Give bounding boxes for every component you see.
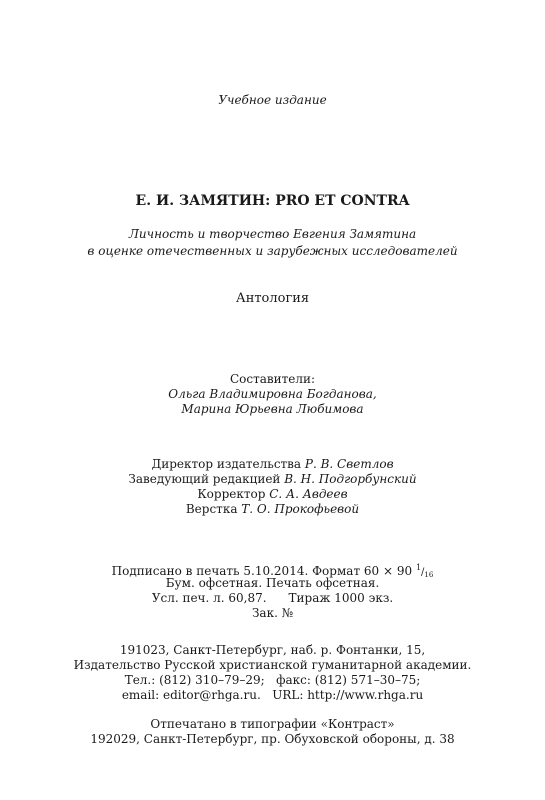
- layout-name: Т. О. Прокофьевой: [241, 502, 360, 516]
- director-role: Директор издательства: [151, 457, 305, 471]
- proof-role: Корректор: [197, 487, 270, 501]
- format-numerator: 1: [415, 563, 422, 572]
- book-genre: Антология: [235, 291, 310, 306]
- compiler-name-2: Марина Юрьевна Любимова: [181, 402, 364, 416]
- book-title: Е. И. ЗАМЯТИН: PRO ET CONTRA: [135, 193, 410, 209]
- book-subtitle-line2: в оценке отечественных и зарубежных исследователей: [87, 244, 458, 258]
- proof-name: С. А. Авдеев: [269, 487, 348, 501]
- print-order: Зак. №: [251, 606, 294, 620]
- staff-director: [0, 457, 545, 472]
- publisher-name: Издательство Русской христианской гуманитарной академии.: [73, 658, 472, 672]
- staff-editorial: [0, 472, 545, 487]
- print-signed: Подписано в печать 5.10.2014. Формат 60 × 90 $^1/_{16}$: [111, 563, 434, 579]
- layout-role: Верстка: [185, 502, 242, 516]
- signed-text: Подписано в печать 5.10.2014. Формат 60 × 90: [111, 564, 416, 578]
- book-subtitle-line1: Личность и творчество Евгения Замятина: [128, 227, 417, 241]
- print-run: Тираж 1000 экз.: [288, 591, 394, 605]
- compiler-name-1: Ольга Владимировна Богданова,: [168, 387, 377, 401]
- publisher-address: 191023, Санкт-Петербург, наб. р. Фонтанки, 15,: [119, 643, 426, 657]
- printer-line2: 192029, Санкт-Петербург, пр. Обуховской обороны, д. 38: [90, 732, 455, 746]
- edition-type: Учебное издание: [218, 93, 327, 107]
- director-name: Р. В. Светлов: [304, 457, 394, 471]
- print-sheets-run: [0, 591, 545, 606]
- format-denominator: 16: [424, 571, 434, 579]
- editorial-role: Заведующий редакцией: [128, 472, 285, 486]
- editorial-name: В. Н. Подгорбунский: [284, 472, 417, 486]
- print-sheets: Усл. печ. л. 60,87.: [151, 591, 267, 605]
- publisher-phones: Тел.: (812) 310–79–29; факс: (812) 571–30–75;: [124, 673, 421, 687]
- print-paper: Бум. офсетная. Печать офсетная.: [165, 576, 380, 590]
- printer-line1: Отпечатано в типографии «Контраст»: [150, 717, 395, 731]
- staff-proofreader: [0, 487, 545, 502]
- compilers-label: Составители:: [229, 372, 316, 386]
- publisher-web: email: editor@rhga.ru. URL: http://www.rhga.ru: [121, 688, 424, 702]
- staff-layout: [0, 502, 545, 517]
